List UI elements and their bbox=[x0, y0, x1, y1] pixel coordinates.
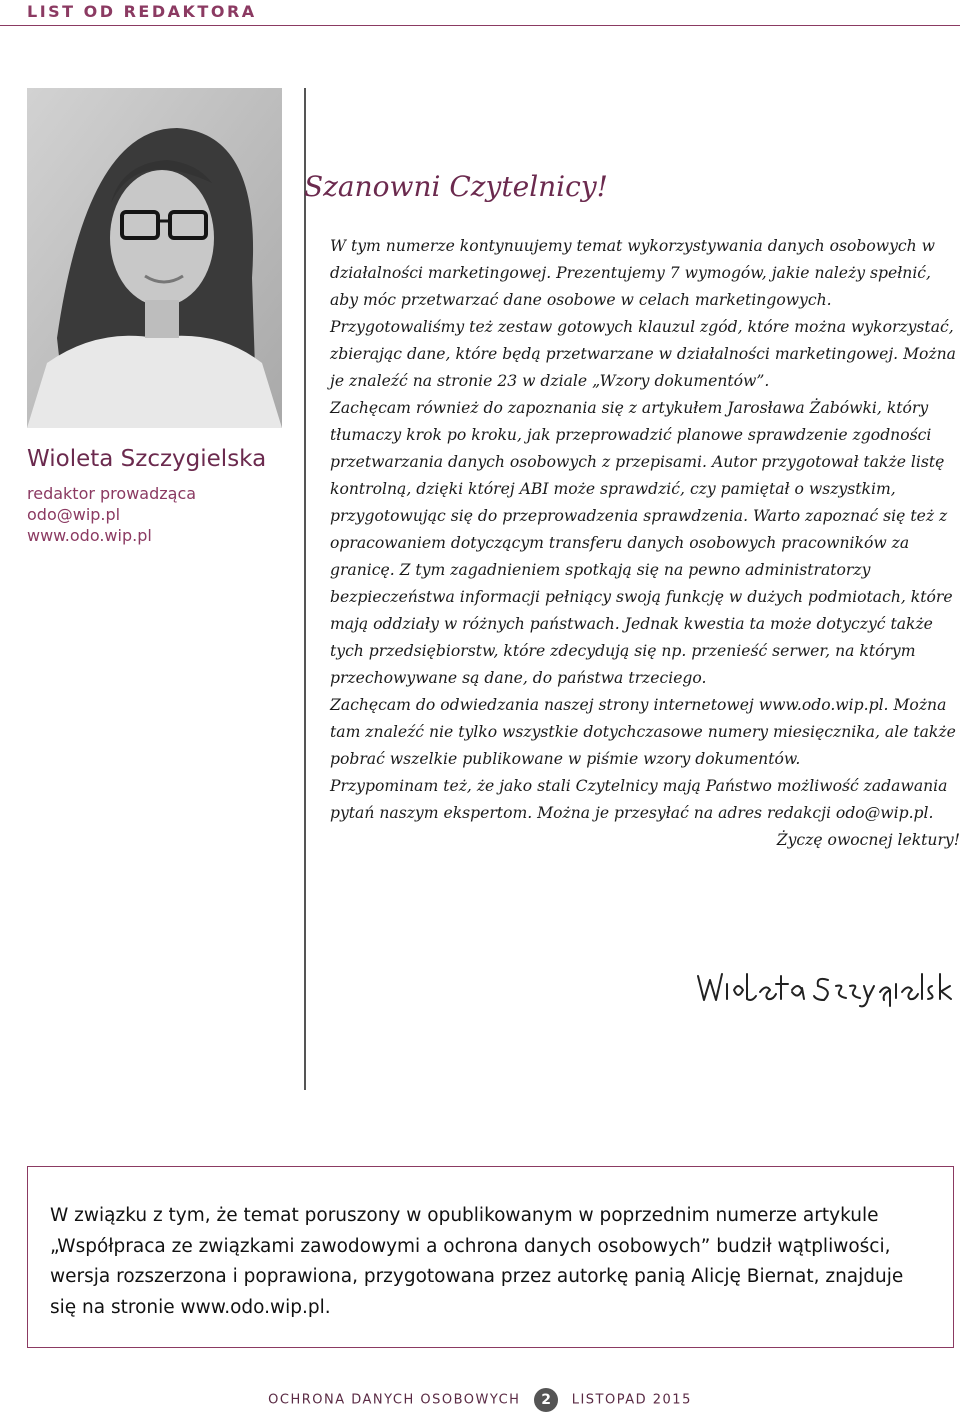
page-footer bbox=[0, 1388, 960, 1412]
handwritten-signature bbox=[694, 966, 956, 1008]
letter-greeting: Szanowni Czytelnicy! bbox=[304, 170, 608, 203]
author-email: odo@wip.pl bbox=[27, 505, 121, 524]
notice-text: W związku z tym, że temat poruszony w opublikowanym w poprzednim numerze artykule „Współpraca ze związkami zawodowymi a ochrona danych osobowych” budził wątpliwości, wersja rozszerzona i poprawiona, przygotowana przez autorkę panią Alicję Biernat, znajduje się na stronie www.odo.wip.pl. bbox=[50, 1205, 904, 1318]
letter-paragraph: Przypominam też, że jako stali Czytelnicy mają Państwo możliwość zadawania pytań naszym ekspertom. Można je przesyłać na adres redakcji odo@wip.pl. bbox=[330, 777, 948, 822]
header-divider bbox=[0, 25, 960, 26]
section-title: LIST OD REDAKTORA bbox=[27, 2, 257, 21]
footer-issue: LISTOPAD 2015 bbox=[571, 1392, 692, 1408]
column-divider bbox=[304, 88, 306, 1090]
letter-body bbox=[330, 233, 960, 854]
author-info bbox=[27, 446, 277, 546]
author-website: www.odo.wip.pl bbox=[27, 526, 152, 545]
notice-box bbox=[27, 1166, 954, 1348]
letter-paragraph: W tym numerze kontynuujemy temat wykorzystywania danych osobowych w działalności marketingowej. Prezentujemy 7 wymogów, jakie należy spełnić, aby móc przetwarzać dane osobowe w celach marketingowych. Przygotowaliśmy też zestaw gotowych klauzul zgód, które można wykorzystać, zbierając dane, które będą przetwarzane w działalności marketingowej. Można je znaleźć na stronie 23 w dziale „Wzory dokumentów”. bbox=[330, 237, 956, 390]
letter-paragraph: Zachęcam również do zapoznania się z artykułem Jarosława Żabówki, który tłumaczy krok po kroku, jak przeprowadzić planowe sprawdzenie zgodności przetwarzania danych osobowych z przepisami. Autor przygotował także listę kontrolną, dzięki której ABI może sprawdzić, czy pamiętał o wszystkim, przygotowując się do przeprowadzenia sprawdzenia. Warto zapoznać się też z opracowaniem dotyczącym transferu danych osobowych pracowników za granicę. Z tym zagadnieniem spotkają się na pewno administratorzy bezpieczeństwa informacji pełniący swoją funkcję w dużych podmiotach, które mają oddziały w różnych państwach. Jednak kwestia ta może dotyczyć także tych przedsiębiorstw, które zdecydują się np. przenieść serwer, na którym przechowywane są dane, do państwa trzeciego. bbox=[330, 399, 953, 687]
letter-closing: Życzę owocnej lektury! bbox=[776, 831, 960, 849]
author-name: Wioleta Szczygielska bbox=[27, 446, 267, 472]
page-number: 2 bbox=[534, 1388, 558, 1412]
author-photo bbox=[27, 88, 282, 428]
letter-paragraph: Zachęcam do odwiedzania naszej strony internetowej www.odo.wip.pl. Można tam znaleźć nie tylko wszystkie dotychczasowe numery miesięcznika, ale także pobrać wszelkie publikowane w piśmie wzory dokumentów. bbox=[330, 696, 956, 768]
footer-publication: OCHRONA DANYCH OSOBOWYCH bbox=[268, 1392, 521, 1408]
author-role: redaktor prowadząca bbox=[27, 484, 197, 503]
